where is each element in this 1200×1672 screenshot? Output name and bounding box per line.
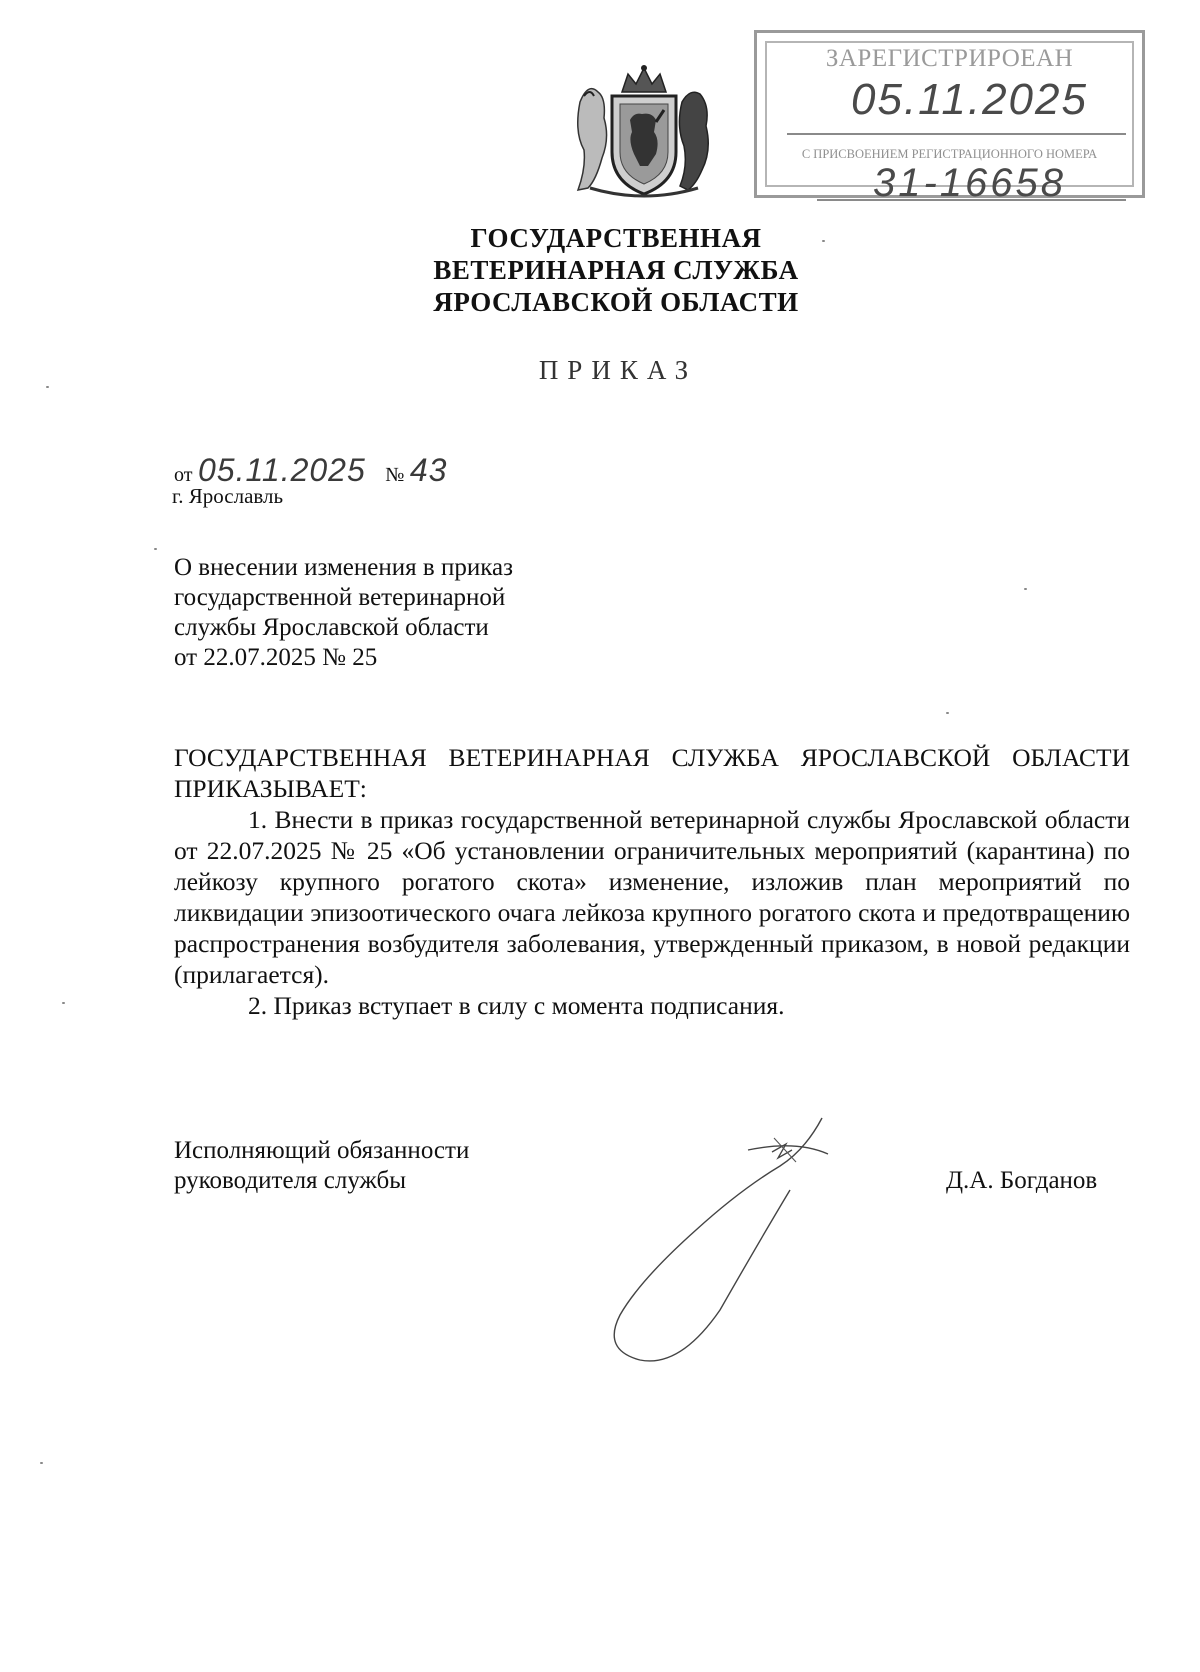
stamp-title: ЗАРЕГИСТРИРОЕАН bbox=[825, 45, 1074, 72]
registration-stamp bbox=[754, 30, 1145, 205]
number-prefix: № bbox=[385, 464, 405, 486]
stamp-date: 05.11.2025 bbox=[851, 75, 1088, 124]
stamp-divider bbox=[787, 133, 1126, 135]
scan-speck bbox=[946, 712, 949, 714]
stamp-subtitle: С ПРИСВОЕНИЕМ РЕГИСТРАЦИОННОГО НОМЕРА bbox=[801, 147, 1098, 161]
position-line: Исполняющий обязанности bbox=[174, 1137, 470, 1164]
order-subject bbox=[174, 553, 614, 673]
handwritten-signature bbox=[600, 1110, 890, 1370]
scan-speck bbox=[822, 240, 825, 242]
organization-name bbox=[0, 222, 1200, 318]
org-line: ГОСУДАРСТВЕННАЯ bbox=[470, 223, 762, 253]
scan-speck bbox=[154, 548, 157, 550]
subject-line: службы Ярославской области bbox=[174, 614, 489, 641]
document-type: ПРИКАЗ bbox=[538, 355, 698, 385]
stamp-divider bbox=[817, 199, 1126, 201]
scan-speck bbox=[1024, 588, 1027, 590]
body-preamble: ГОСУДАРСТВЕННАЯ ВЕТЕРИНАРНАЯ СЛУЖБА ЯРОСЛАВСКОЙ ОБЛАСТИ ПРИКАЗЫВАЕТ: bbox=[174, 743, 1130, 803]
scan-speck bbox=[62, 1002, 65, 1004]
scan-speck bbox=[40, 1462, 43, 1464]
handwritten-number: 43 bbox=[409, 452, 448, 488]
body-item-2: 2. Приказ вступает в силу с момента подписания. bbox=[248, 991, 785, 1020]
org-line: ВЕТЕРИНАРНАЯ СЛУЖБА bbox=[433, 255, 799, 285]
order-body bbox=[174, 742, 1130, 1021]
signatory-name: Д.А. Богданов bbox=[946, 1167, 1098, 1194]
subject-line: О внесении изменения в приказ bbox=[174, 554, 513, 581]
stamp-registration-number: 31-16658 bbox=[872, 161, 1067, 205]
signatory-position bbox=[174, 1136, 469, 1196]
city: г. Ярославль bbox=[172, 484, 284, 508]
scan-speck bbox=[46, 386, 49, 388]
subject-line: от 22.07.2025 № 25 bbox=[174, 644, 378, 671]
org-line: ЯРОСЛАВСКОЙ ОБЛАСТИ bbox=[433, 287, 799, 317]
body-item-1: 1. Внести в приказ государственной ветеринарной службы Ярославской области от 22.07.2025 № 25 «Об установлении ограничительных мероприятий (карантина) по лейкозу крупного рогатого скота» изменение, изложив план мероприятий по ликвидации эпизоотического очага лейкоза крупного рогатого скота и предотвращению распространения возбудителя заболевания, утвержденный приказом, в новой редакции (прилагается). bbox=[174, 805, 1130, 989]
coat-of-arms-emblem bbox=[570, 62, 718, 202]
subject-line: государственной ветеринарной bbox=[174, 584, 506, 611]
date-prefix: от bbox=[174, 464, 193, 486]
position-line: руководителя службы bbox=[174, 1167, 407, 1194]
handwritten-date: 05.11.2025 bbox=[197, 452, 366, 488]
